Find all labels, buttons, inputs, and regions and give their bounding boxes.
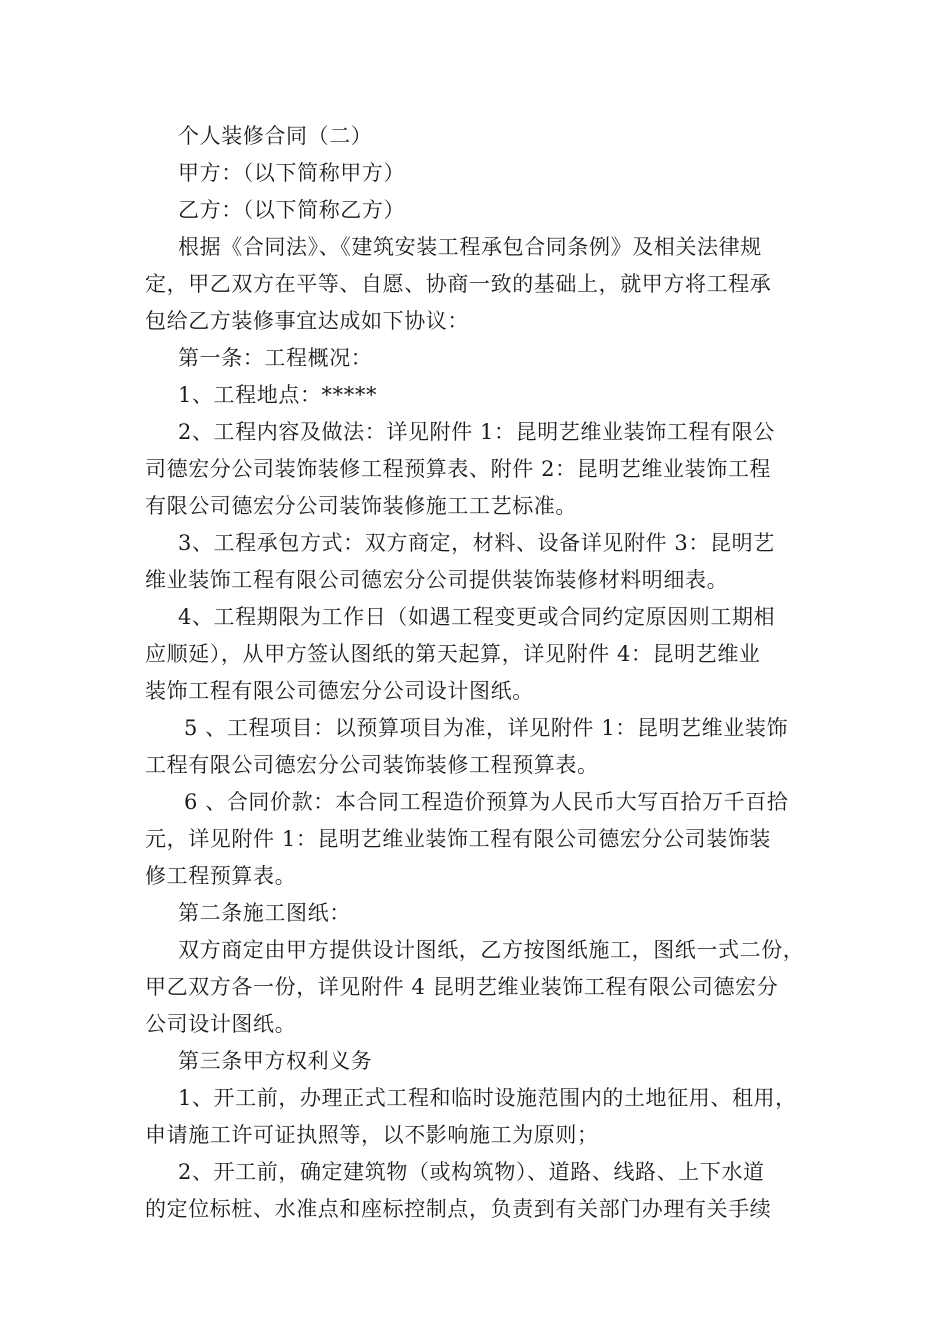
text-line: 维业装饰工程有限公司德宏分公司提供装饰装修材料明细表。 — [145, 568, 729, 592]
text-line: 3、工程承包方式：双方商定，材料、设备详见附件 3：昆明艺 — [178, 531, 775, 555]
text-line: 甲乙双方各一份，详见附件 4 昆明艺维业装饰工程有限公司德宏分 — [145, 975, 779, 999]
party-b-line: 乙方：（以下简称乙方） — [178, 198, 406, 222]
text-line: 公司设计图纸。 — [145, 1012, 297, 1036]
party-a-line: 甲方：（以下简称甲方） — [178, 161, 406, 185]
section-heading: 第一条：工程概况： — [178, 346, 373, 370]
text-line: 司德宏分公司装饰装修工程预算表、附件 2：昆明艺维业装饰工程 — [145, 457, 772, 481]
text-line: 根据《合同法》、《建筑安装工程承包合同条例》及相关法律规 — [178, 235, 762, 259]
text-line: 1、工程地点：***** — [178, 383, 378, 407]
document-title: 个人装修合同（二） — [178, 124, 373, 148]
text-line: 2、开工前，确定建筑物（或构筑物）、道路、线路、上下水道 — [178, 1160, 765, 1184]
text-line: 1、开工前，办理正式工程和临时设施范围内的土地征用、租用， — [178, 1086, 797, 1110]
text-line: 定，甲乙双方在平等、自愿、协商一致的基础上，就甲方将工程承 — [145, 272, 772, 296]
text-line: 双方商定由甲方提供设计图纸，乙方按图纸施工，图纸一式二份， — [178, 938, 805, 962]
text-line: 装饰工程有限公司德宏分公司设计图纸。 — [145, 679, 534, 703]
text-line: 元，详见附件 1：昆明艺维业装饰工程有限公司德宏分公司装饰装 — [145, 827, 772, 851]
text-line: 应顺延），从甲方签认图纸的第天起算，详见附件 4：昆明艺维业 — [145, 642, 761, 666]
text-line: 的定位标桩、水准点和座标控制点，负责到有关部门办理有关手续 — [145, 1197, 772, 1221]
text-line: 6 、合同价款：本合同工程造价预算为人民币大写百拾万千百拾 — [184, 790, 789, 814]
section-heading: 第二条施工图纸： — [178, 901, 351, 925]
text-line: 4、工程期限为工作日（如遇工程变更或合同约定原因则工期相 — [178, 605, 776, 629]
text-line: 修工程预算表。 — [145, 864, 297, 888]
text-line: 工程有限公司德宏分公司装饰装修工程预算表。 — [145, 753, 599, 777]
text-line: 有限公司德宏分公司装饰装修施工工艺标准。 — [145, 494, 577, 518]
text-line: 2、工程内容及做法：详见附件 1：昆明艺维业装饰工程有限公 — [178, 420, 775, 444]
text-line: 5 、工程项目：以预算项目为准，详见附件 1：昆明艺维业装饰 — [184, 716, 789, 740]
text-line: 申请施工许可证执照等，以不影响施工为原则； — [145, 1123, 599, 1147]
section-heading: 第三条甲方权利义务 — [178, 1049, 373, 1073]
text-line: 包给乙方装修事宜达成如下协议： — [145, 309, 469, 333]
